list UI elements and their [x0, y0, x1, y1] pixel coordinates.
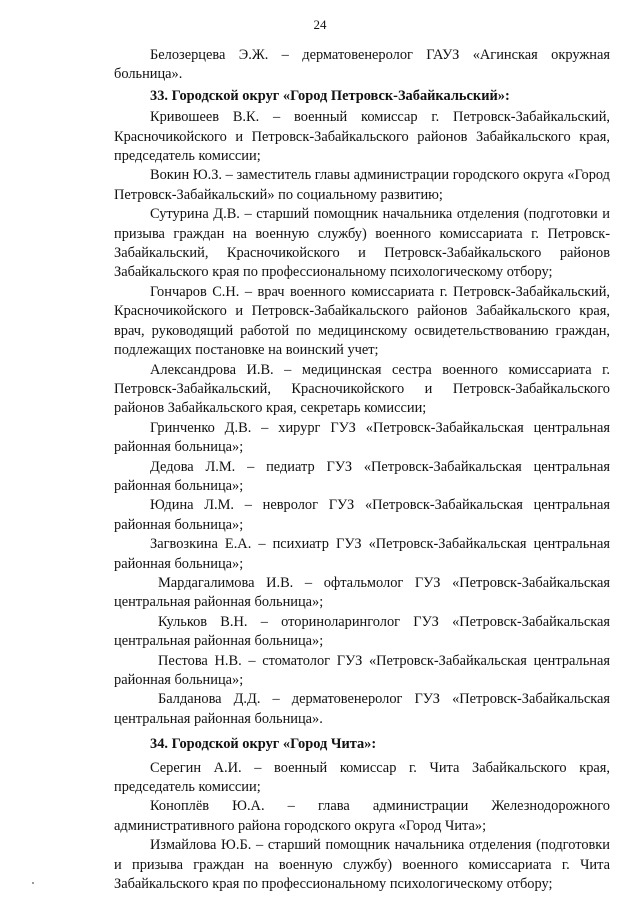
- list-item: Вокин Ю.З. – заместитель главы администрации городского округа «Город Петровск-Забайкальский» по социальному развитию;: [114, 167, 610, 203]
- list-item: Кривошеев В.К. – военный комиссар г. Петровск-Забайкальский, Красночикойского и Петровск-Забайкальского районов Забайкальского края, председатель комиссии;: [114, 109, 610, 165]
- list-item: Измайлова Ю.Б. – старший помощник начальника отделения (подготовки и призыва граждан на военную службу) военного комиссариата г. Чита Забайкальского края по профессиональному психологическому отбору;: [114, 837, 610, 893]
- list-item: Гончаров С.Н. – врач военного комиссариата г. Петровск-Забайкальский, Красночикойского и Петровск-Забайкальского районов Забайкальского края, врач, руководящий работой по медицинскому освидетельствованию граждан, подлежащих постановке на воинский учет;: [114, 283, 610, 359]
- list-item: Александрова И.В. – медицинская сестра военного комиссариата г. Петровск-Забайкальский, Красночикойского и Петровск-Забайкальского районов Забайкальского края, секретарь комиссии;: [114, 361, 610, 417]
- list-item: Дедова Л.М. – педиатр ГУЗ «Петровск-Забайкальская центральная районная больница»;: [114, 458, 610, 494]
- scan-speck: [32, 882, 34, 884]
- paragraph-beloserceva: Белозерцева Э.Ж. – дерматовенеролог ГАУЗ «Агинская окружная больница».: [114, 47, 610, 83]
- section-33-heading: 33. Городской округ «Город Петровск-Забайкальский»:: [150, 87, 510, 104]
- page-number: 24: [313, 17, 327, 32]
- section-34-heading: 34. Городской округ «Город Чита»:: [150, 736, 377, 753]
- list-item: Балданова Д.Д. – дерматовенеролог ГУЗ «Петровск-Забайкальская центральная районная больница».: [114, 691, 610, 727]
- list-item: Гринченко Д.В. – хирург ГУЗ «Петровск-Забайкальская центральная районная больница»;: [114, 419, 610, 456]
- document-body: [114, 46, 610, 894]
- list-item: Загвозкина Е.А. – психиатр ГУЗ «Петровск-Забайкальская центральная районная больница»;: [114, 536, 610, 572]
- list-item: Кульков В.Н. – оториноларинголог ГУЗ «Петровск-Забайкальская центральная районная больница»;: [114, 613, 610, 650]
- list-item: Юдина Л.М. – невролог ГУЗ «Петровск-Забайкальская центральная районная больница»;: [114, 497, 610, 533]
- list-item: Серегин А.И. – военный комиссар г. Чита Забайкальского края, председатель комиссии;: [114, 759, 610, 796]
- list-item: Пестова Н.В. – стоматолог ГУЗ «Петровск-Забайкальская центральная районная больница»;: [114, 652, 610, 688]
- list-item: Мардагалимова И.В. – офтальмолог ГУЗ «Петровск-Забайкальская центральная районная больница»;: [114, 574, 610, 611]
- list-item: Коноплёв Ю.А. – глава администрации Железнодорожного административного района городского округа «Город Чита»;: [114, 798, 610, 834]
- list-item: Сутурина Д.В. – старший помощник начальника отделения (подготовки и призыва граждан на военную службу) военного комиссариата г. Петровск-Забайкальский, Красночикойского и Петровск-Забайкальского районов Забайкальского края по профессиональному психологическому отбору;: [114, 206, 610, 281]
